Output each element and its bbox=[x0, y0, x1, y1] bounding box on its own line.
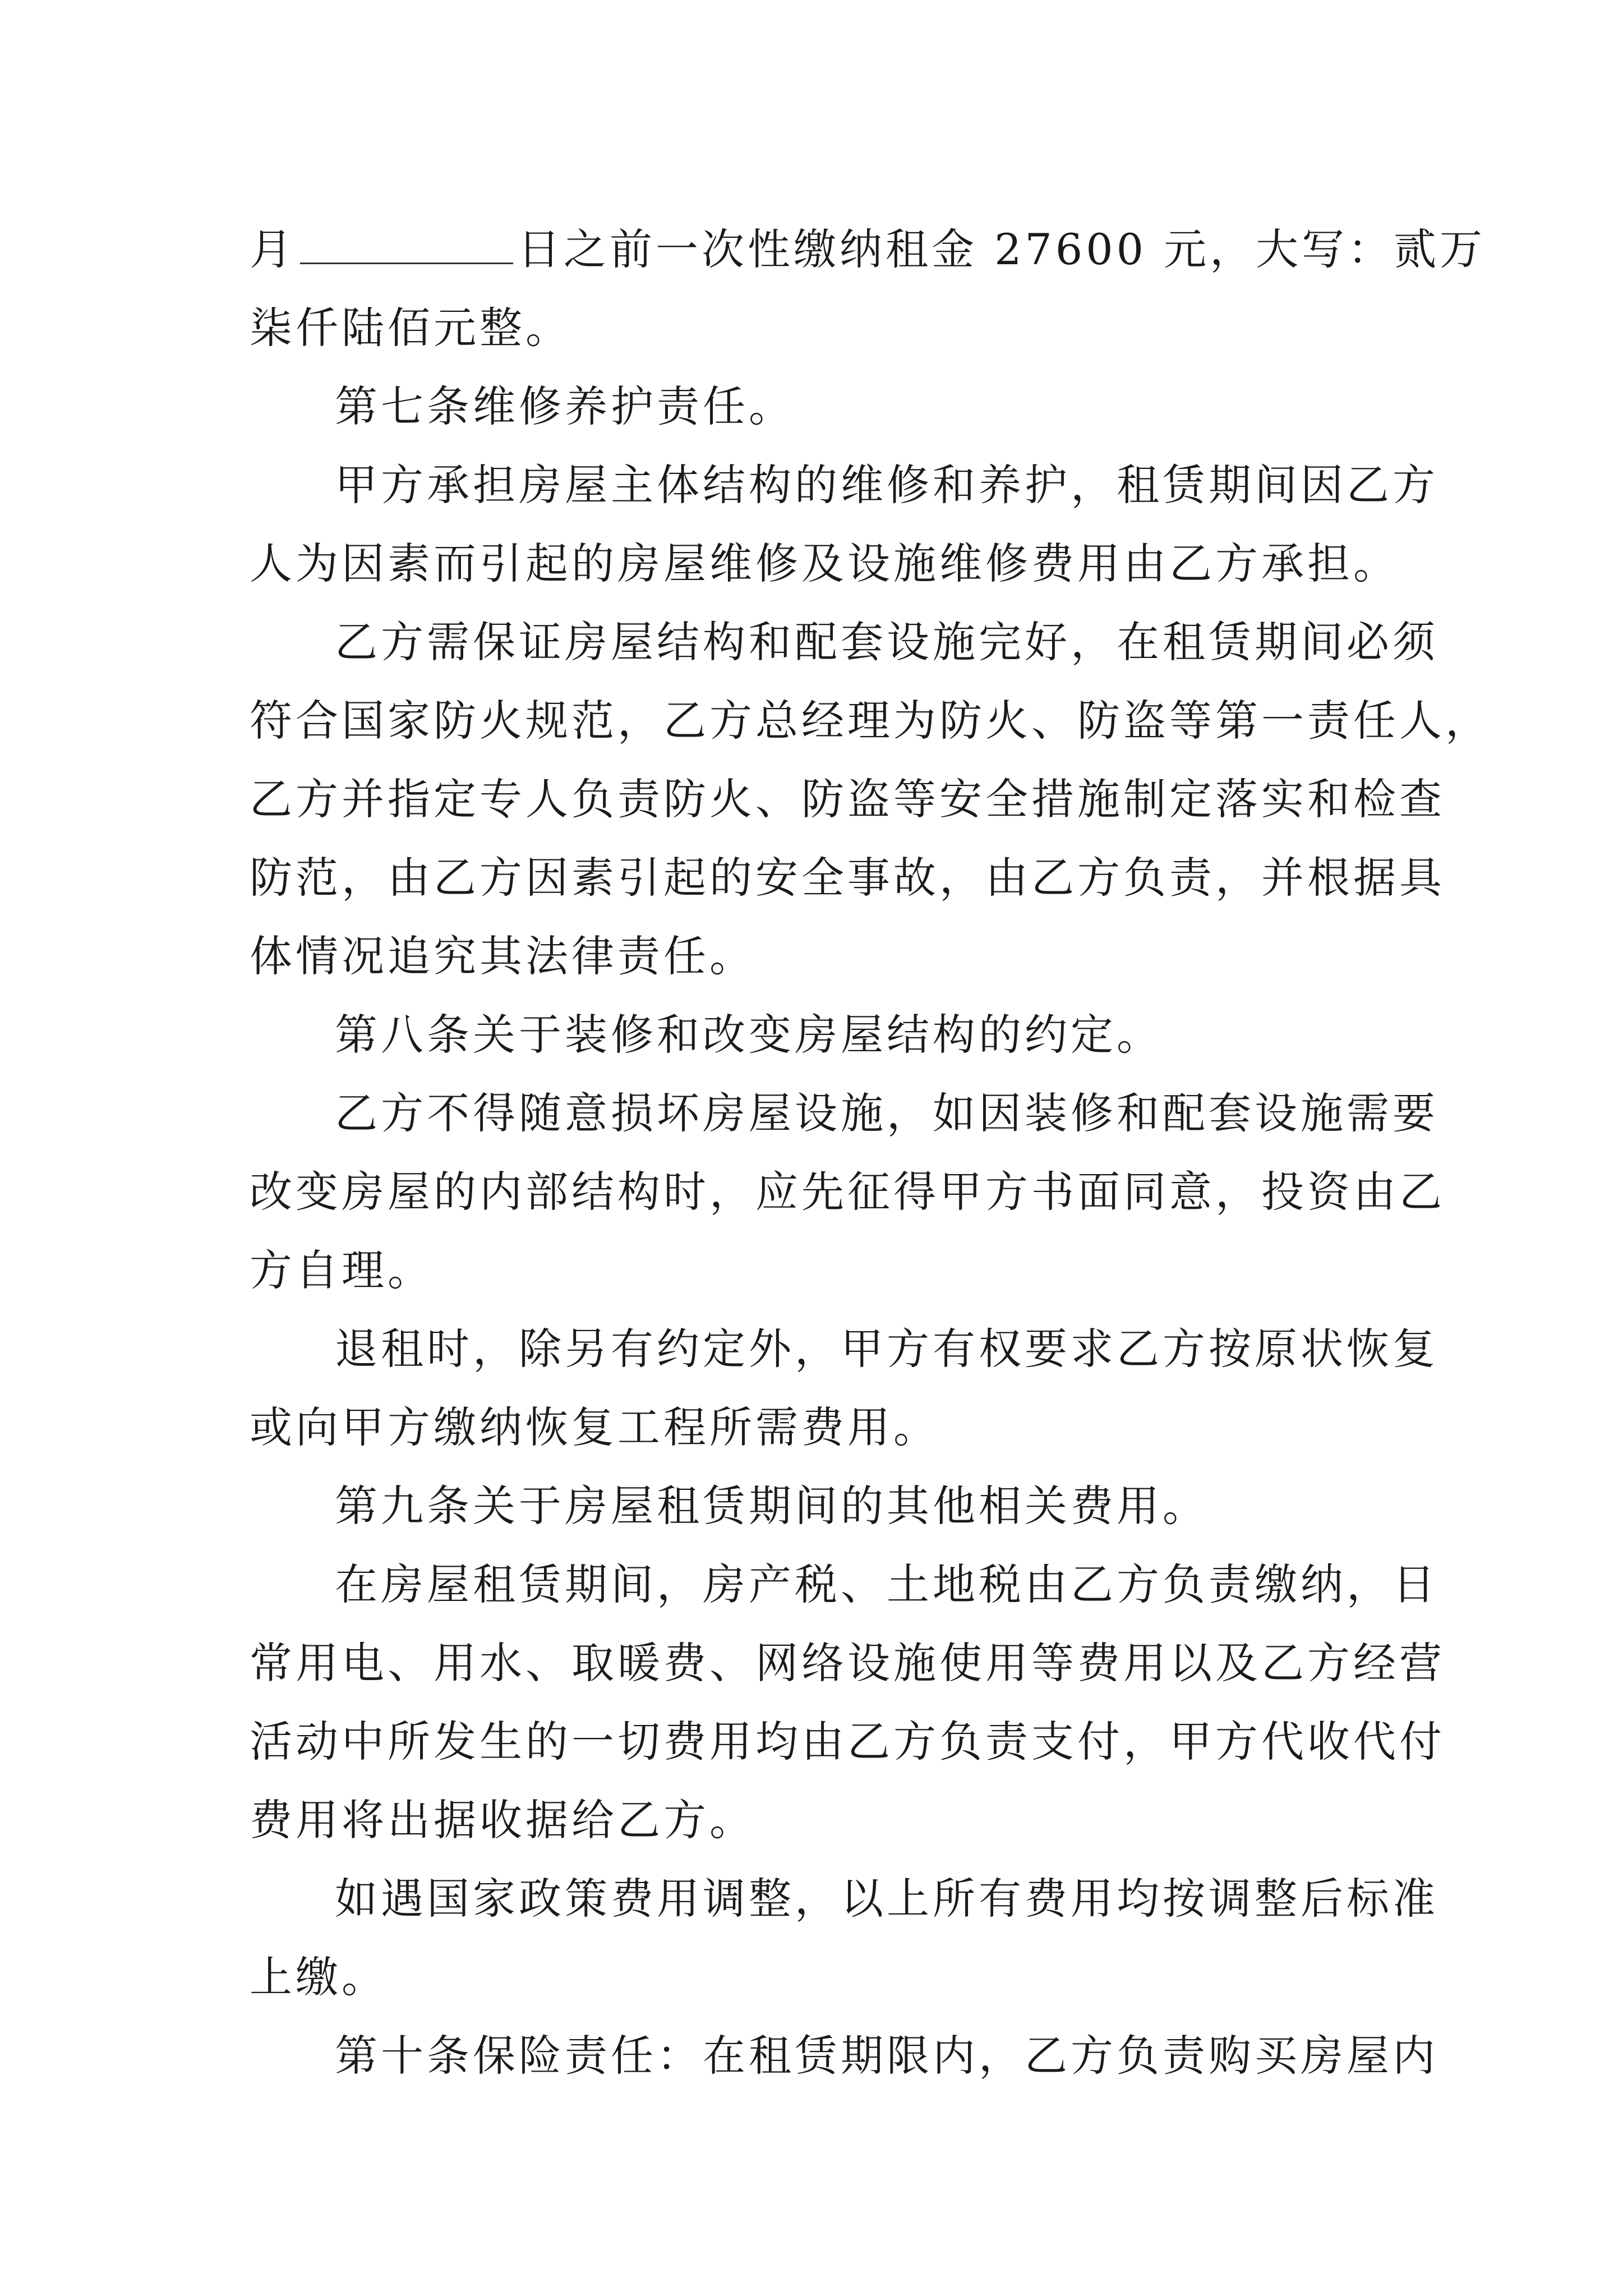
text-line: 乙方并指定专人负责防火、防盗等安全措施制定落实和检查 bbox=[250, 774, 1445, 824]
text-line: 人为因素而引起的房屋维修及设施维修费用由乙方承担。 bbox=[250, 539, 1399, 588]
article-heading: 第八条关于装修和改变房屋结构的约定。 bbox=[335, 1010, 1163, 1060]
text-line bbox=[250, 210, 1486, 289]
text-line: 符合国家防火规范，乙方总经理为防火、防盗等第一责任人， bbox=[250, 696, 1491, 746]
article-heading: 第七条维修养护责任。 bbox=[335, 381, 795, 431]
paragraph-first-line: 退租时，除另有约定外，甲方有权要求乙方按原状恢复 bbox=[335, 1324, 1438, 1374]
document-page bbox=[250, 210, 1491, 2095]
text-line: 上缴。 bbox=[250, 1952, 388, 2002]
text-line: 改变房屋的内部结构时，应先征得甲方书面同意，投资由乙 bbox=[250, 1167, 1445, 1217]
text-line: 或向甲方缴纳恢复工程所需费用。 bbox=[250, 1402, 939, 1452]
text-line: 体情况追究其法律责任。 bbox=[250, 931, 755, 981]
paragraph-first-line: 乙方需保证房屋结构和配套设施完好，在租赁期间必须 bbox=[335, 617, 1438, 667]
paragraph-first-line: 乙方不得随意损坏房屋设施，如因装修和配套设施需要 bbox=[335, 1088, 1438, 1138]
paragraph-first-line: 甲方承担房屋主体结构的维修和养护，租赁期间因乙方 bbox=[335, 460, 1438, 510]
fill-in-blank[interactable] bbox=[300, 223, 513, 264]
text-line: 活动中所发生的一切费用均由乙方负责支付，甲方代收代付 bbox=[250, 1717, 1445, 1766]
text-line: 防范，由乙方因素引起的安全事故，由乙方负责，并根据具 bbox=[250, 853, 1445, 903]
text-line: 常用电、用水、取暖费、网络设施使用等费用以及乙方经营 bbox=[250, 1638, 1445, 1688]
text-line: 费用将出据收据给乙方。 bbox=[250, 1795, 755, 1845]
paragraph-first-line: 如遇国家政策费用调整，以上所有费用均按调整后标准 bbox=[335, 1874, 1438, 1924]
text-line: 柒仟陆佰元整。 bbox=[250, 303, 571, 353]
article-heading: 第十条保险责任：在租赁期限内，乙方负责购买房屋内 bbox=[335, 2031, 1438, 2081]
text-segment: 月 bbox=[250, 224, 296, 274]
text-segment: 日之前一次性缴纳租金 27600 元，大写：贰万 bbox=[518, 224, 1486, 274]
paragraph-first-line: 在房屋租赁期间，房产税、土地税由乙方负责缴纳，日 bbox=[335, 1559, 1438, 1609]
article-heading: 第九条关于房屋租赁期间的其他相关费用。 bbox=[335, 1481, 1209, 1531]
text-line: 方自理。 bbox=[250, 1245, 434, 1295]
